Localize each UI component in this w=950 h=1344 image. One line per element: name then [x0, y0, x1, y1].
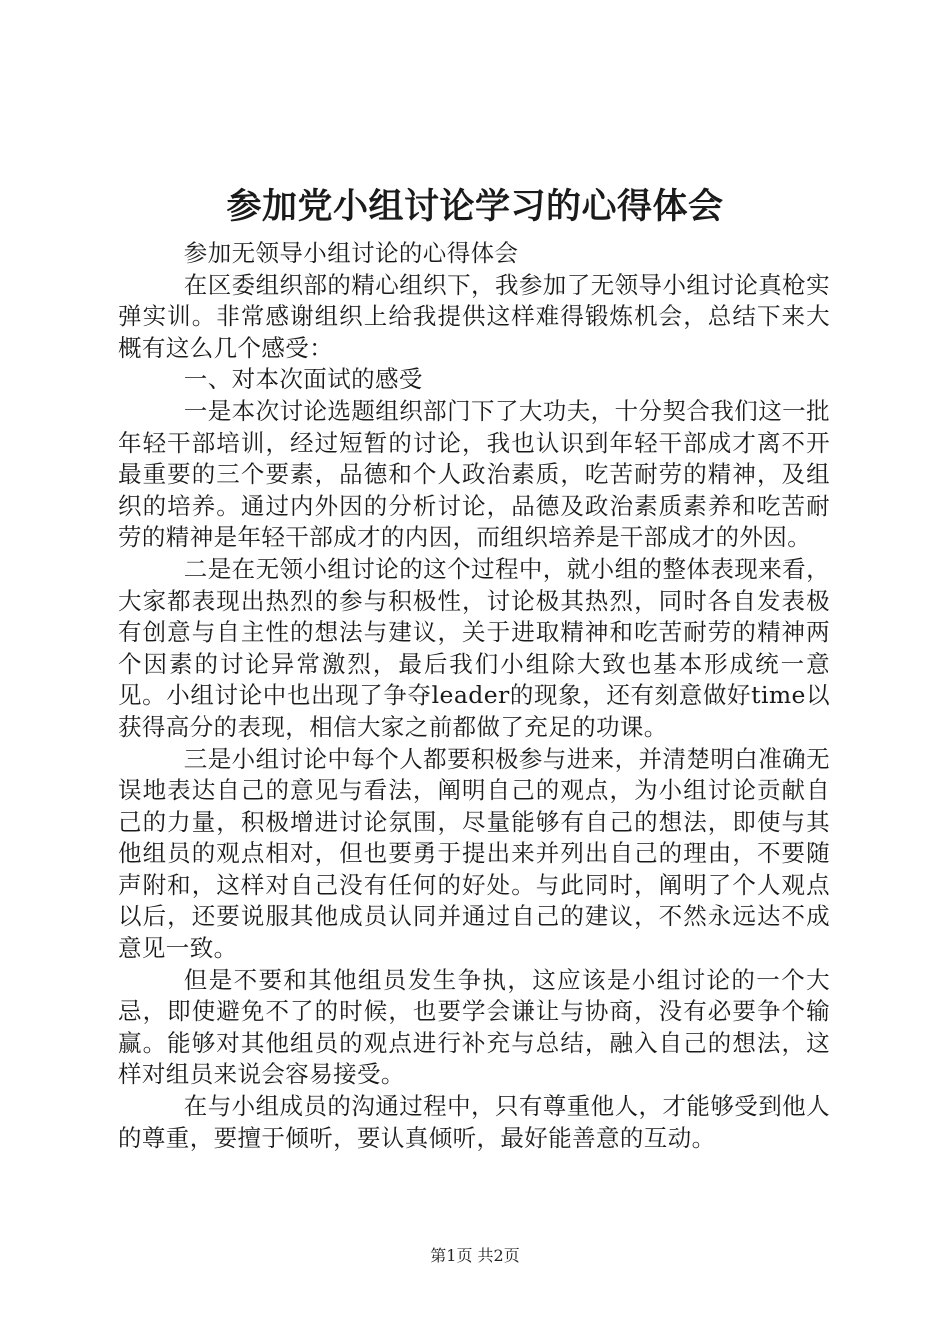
paragraph-communication: 在与小组成员的沟通过程中，只有尊重他人，才能够受到他人的尊重，要擅于倾听，要认真倾听，最好能善意的互动。 — [118, 1092, 830, 1152]
paragraph-intro: 在区委组织部的精心组织下，我参加了无领导小组讨论真枪实弹实训。非常感谢组织上给我提供这样难得锻炼机会，总结下来大概有这么几个感受： — [118, 270, 830, 362]
paragraph-point-two: 二是在无领小组讨论的这个过程中，就小组的整体表现来看，大家都表现出热烈的参与积极性，讨论极其热烈，同时各自发表极有创意与自主性的想法与建议，关于进取精神和吃苦耐劳的精神两个因素的讨论异常激烈，最后我们小组除大致也基本形成统一意见。小组讨论中也出现了争夺leader的现象，还有刻意做好time以获得高分的表现，相信大家之前都做了充足的功课。 — [118, 554, 830, 741]
paragraph-subtitle: 参加无领导小组讨论的心得体会 — [183, 239, 519, 267]
paragraph-point-three: 三是小组讨论中每个人都要积极参与进来，并清楚明白准确无误地表达自己的意见与看法，阐明自己的观点，为小组讨论贡献自己的力量，积极增进讨论氛围，尽量能够有自己的想法，即使与其他组员的观点相对，但也要勇于提出来并列出自己的理由，不要随声附和，这样对自己没有任何的好处。与此同时，阐明了个人观点以后，还要说服其他成员认同并通过自己的建议，不然永远达不成意见一致。 — [118, 744, 830, 963]
paragraph-section-heading: 一、对本次面试的感受 — [183, 365, 423, 394]
document-title: 参加党小组讨论学习的心得体会 — [226, 187, 724, 227]
document-body — [118, 238, 830, 1154]
paragraph-caution: 但是不要和其他组员发生争执，这应该是小组讨论的一个大忌，即使避免不了的时候，也要学会谦让与协商，没有必要争个输赢。能够对其他组员的观点进行补充与总结，融入自己的想法，这样对组员来说会容易接受。 — [118, 965, 830, 1089]
paragraph-point-one: 一是本次讨论选题组织部门下了大功夫，十分契合我们这一批年轻干部培训，经过短暂的讨论，我也认识到年轻干部成才离不开最重要的三个要素，品德和个人政治素质，吃苦耐劳的精神，及组织的培养。通过内外因的分析讨论，品德及政治素质素养和吃苦耐劳的精神是年轻干部成才的内因，而组织培养是干部成才的外因。 — [118, 396, 830, 552]
page-number-footer: 第1页 共2页 — [430, 1246, 520, 1265]
